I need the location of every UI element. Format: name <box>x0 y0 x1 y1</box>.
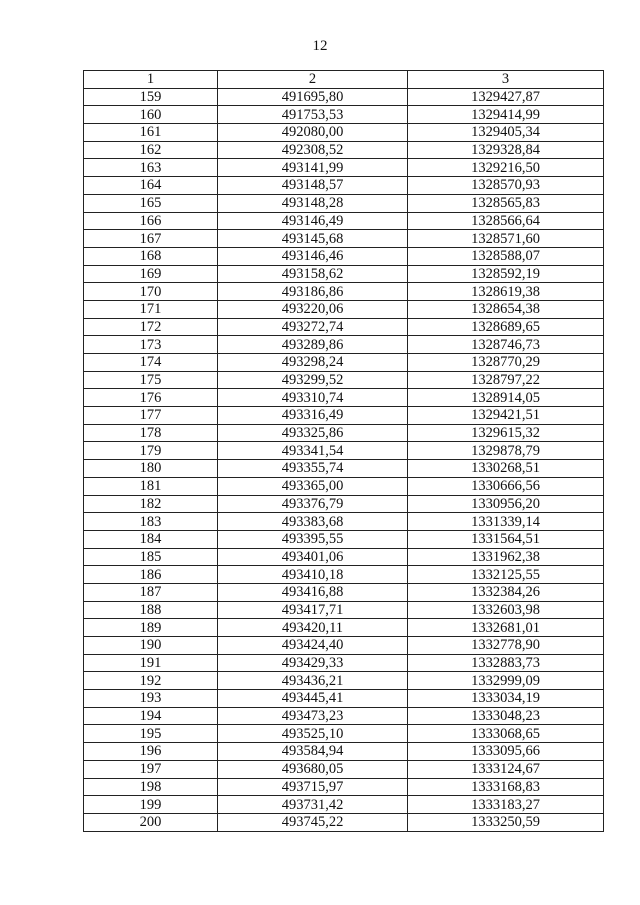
y-coordinate-cell: 1333048,23 <box>408 707 604 725</box>
point-number-cell: 174 <box>84 354 218 372</box>
coordinates-table <box>83 70 604 832</box>
point-number-cell: 184 <box>84 530 218 548</box>
point-number-cell: 197 <box>84 760 218 778</box>
x-coordinate-cell: 493272,74 <box>218 318 408 336</box>
table-row <box>84 212 604 230</box>
y-coordinate-cell: 1328797,22 <box>408 371 604 389</box>
table-row <box>84 106 604 124</box>
x-coordinate-cell: 493424,40 <box>218 637 408 655</box>
y-coordinate-cell: 1333034,19 <box>408 690 604 708</box>
x-coordinate-cell: 493383,68 <box>218 513 408 531</box>
y-coordinate-cell: 1328566,64 <box>408 212 604 230</box>
table-row <box>84 548 604 566</box>
y-coordinate-cell: 1329328,84 <box>408 141 604 159</box>
point-number-cell: 165 <box>84 194 218 212</box>
table-row <box>84 637 604 655</box>
point-number-cell: 173 <box>84 336 218 354</box>
point-number-cell: 188 <box>84 601 218 619</box>
y-coordinate-cell: 1332999,09 <box>408 672 604 690</box>
point-number-cell: 170 <box>84 283 218 301</box>
point-number-cell: 182 <box>84 495 218 513</box>
x-coordinate-cell: 493325,86 <box>218 424 408 442</box>
x-coordinate-cell: 493220,06 <box>218 300 408 318</box>
x-coordinate-cell: 493395,55 <box>218 530 408 548</box>
x-coordinate-cell: 493289,86 <box>218 336 408 354</box>
y-coordinate-cell: 1332883,73 <box>408 654 604 672</box>
x-coordinate-cell: 493355,74 <box>218 460 408 478</box>
table-row <box>84 247 604 265</box>
point-number-cell: 187 <box>84 583 218 601</box>
point-number-cell: 200 <box>84 813 218 831</box>
y-coordinate-cell: 1330268,51 <box>408 460 604 478</box>
table-row <box>84 690 604 708</box>
y-coordinate-cell: 1332778,90 <box>408 637 604 655</box>
y-coordinate-cell: 1332603,98 <box>408 601 604 619</box>
y-coordinate-cell: 1328619,38 <box>408 283 604 301</box>
x-coordinate-cell: 493429,33 <box>218 654 408 672</box>
table-row <box>84 530 604 548</box>
table-body <box>84 88 604 831</box>
x-coordinate-cell: 492308,52 <box>218 141 408 159</box>
x-coordinate-cell: 493715,97 <box>218 778 408 796</box>
table-row <box>84 566 604 584</box>
point-number-cell: 179 <box>84 442 218 460</box>
x-coordinate-cell: 493186,86 <box>218 283 408 301</box>
x-coordinate-cell: 491753,53 <box>218 106 408 124</box>
table-row <box>84 424 604 442</box>
table-row <box>84 230 604 248</box>
point-number-cell: 169 <box>84 265 218 283</box>
table-row <box>84 141 604 159</box>
table-row <box>84 672 604 690</box>
table-row <box>84 442 604 460</box>
y-coordinate-cell: 1333095,66 <box>408 743 604 761</box>
point-number-cell: 159 <box>84 88 218 106</box>
point-number-cell: 172 <box>84 318 218 336</box>
x-coordinate-cell: 493148,57 <box>218 177 408 195</box>
y-coordinate-cell: 1328770,29 <box>408 354 604 372</box>
point-number-cell: 164 <box>84 177 218 195</box>
point-number-cell: 196 <box>84 743 218 761</box>
point-number-cell: 192 <box>84 672 218 690</box>
x-coordinate-cell: 493310,74 <box>218 389 408 407</box>
point-number-cell: 177 <box>84 407 218 425</box>
y-coordinate-cell: 1329615,32 <box>408 424 604 442</box>
point-number-cell: 175 <box>84 371 218 389</box>
table-row <box>84 654 604 672</box>
point-number-cell: 195 <box>84 725 218 743</box>
y-coordinate-cell: 1330666,56 <box>408 477 604 495</box>
table-row <box>84 354 604 372</box>
point-number-cell: 166 <box>84 212 218 230</box>
y-coordinate-cell: 1333250,59 <box>408 813 604 831</box>
y-coordinate-cell: 1328588,07 <box>408 247 604 265</box>
point-number-cell: 171 <box>84 300 218 318</box>
y-coordinate-cell: 1332384,26 <box>408 583 604 601</box>
point-number-cell: 189 <box>84 619 218 637</box>
table-row <box>84 194 604 212</box>
point-number-cell: 167 <box>84 230 218 248</box>
point-number-cell: 198 <box>84 778 218 796</box>
y-coordinate-cell: 1328565,83 <box>408 194 604 212</box>
y-coordinate-cell: 1328571,60 <box>408 230 604 248</box>
y-coordinate-cell: 1328746,73 <box>408 336 604 354</box>
table-row <box>84 725 604 743</box>
y-coordinate-cell: 1332681,01 <box>408 619 604 637</box>
x-coordinate-cell: 493420,11 <box>218 619 408 637</box>
x-coordinate-cell: 493145,68 <box>218 230 408 248</box>
y-coordinate-cell: 1329414,99 <box>408 106 604 124</box>
y-coordinate-cell: 1333124,67 <box>408 760 604 778</box>
table-row <box>84 336 604 354</box>
y-coordinate-cell: 1329405,34 <box>408 124 604 142</box>
column-header-2: 2 <box>218 71 408 89</box>
point-number-cell: 181 <box>84 477 218 495</box>
table-row <box>84 124 604 142</box>
column-header-3: 3 <box>408 71 604 89</box>
table-row <box>84 460 604 478</box>
y-coordinate-cell: 1331962,38 <box>408 548 604 566</box>
point-number-cell: 185 <box>84 548 218 566</box>
point-number-cell: 162 <box>84 141 218 159</box>
y-coordinate-cell: 1331564,51 <box>408 530 604 548</box>
table-row <box>84 371 604 389</box>
y-coordinate-cell: 1332125,55 <box>408 566 604 584</box>
x-coordinate-cell: 493436,21 <box>218 672 408 690</box>
point-number-cell: 161 <box>84 124 218 142</box>
y-coordinate-cell: 1328689,65 <box>408 318 604 336</box>
table-row <box>84 318 604 336</box>
point-number-cell: 160 <box>84 106 218 124</box>
x-coordinate-cell: 493680,05 <box>218 760 408 778</box>
x-coordinate-cell: 491695,80 <box>218 88 408 106</box>
y-coordinate-cell: 1328914,05 <box>408 389 604 407</box>
y-coordinate-cell: 1328592,19 <box>408 265 604 283</box>
x-coordinate-cell: 493141,99 <box>218 159 408 177</box>
table-row <box>84 477 604 495</box>
point-number-cell: 183 <box>84 513 218 531</box>
table-row <box>84 760 604 778</box>
table-row <box>84 796 604 814</box>
x-coordinate-cell: 493401,06 <box>218 548 408 566</box>
y-coordinate-cell: 1329878,79 <box>408 442 604 460</box>
table-header-row <box>84 71 604 89</box>
y-coordinate-cell: 1333068,65 <box>408 725 604 743</box>
point-number-cell: 194 <box>84 707 218 725</box>
y-coordinate-cell: 1333168,83 <box>408 778 604 796</box>
table-row <box>84 495 604 513</box>
x-coordinate-cell: 493146,46 <box>218 247 408 265</box>
table-row <box>84 88 604 106</box>
point-number-cell: 176 <box>84 389 218 407</box>
y-coordinate-cell: 1331339,14 <box>408 513 604 531</box>
point-number-cell: 199 <box>84 796 218 814</box>
point-number-cell: 180 <box>84 460 218 478</box>
point-number-cell: 190 <box>84 637 218 655</box>
point-number-cell: 193 <box>84 690 218 708</box>
point-number-cell: 178 <box>84 424 218 442</box>
x-coordinate-cell: 493365,00 <box>218 477 408 495</box>
x-coordinate-cell: 493298,24 <box>218 354 408 372</box>
table-row <box>84 778 604 796</box>
y-coordinate-cell: 1328654,38 <box>408 300 604 318</box>
x-coordinate-cell: 493146,49 <box>218 212 408 230</box>
table-row <box>84 619 604 637</box>
y-coordinate-cell: 1330956,20 <box>408 495 604 513</box>
x-coordinate-cell: 493410,18 <box>218 566 408 584</box>
point-number-cell: 163 <box>84 159 218 177</box>
x-coordinate-cell: 493299,52 <box>218 371 408 389</box>
table-row <box>84 601 604 619</box>
table-row <box>84 283 604 301</box>
point-number-cell: 168 <box>84 247 218 265</box>
x-coordinate-cell: 493417,71 <box>218 601 408 619</box>
x-coordinate-cell: 493316,49 <box>218 407 408 425</box>
table-row <box>84 707 604 725</box>
x-coordinate-cell: 493584,94 <box>218 743 408 761</box>
x-coordinate-cell: 493148,28 <box>218 194 408 212</box>
table-row <box>84 265 604 283</box>
y-coordinate-cell: 1328570,93 <box>408 177 604 195</box>
point-number-cell: 186 <box>84 566 218 584</box>
y-coordinate-cell: 1329421,51 <box>408 407 604 425</box>
table-row <box>84 813 604 831</box>
x-coordinate-cell: 493158,62 <box>218 265 408 283</box>
x-coordinate-cell: 493473,23 <box>218 707 408 725</box>
page-number: 12 <box>312 38 328 54</box>
x-coordinate-cell: 492080,00 <box>218 124 408 142</box>
table-row <box>84 300 604 318</box>
x-coordinate-cell: 493525,10 <box>218 725 408 743</box>
y-coordinate-cell: 1333183,27 <box>408 796 604 814</box>
table-row <box>84 159 604 177</box>
y-coordinate-cell: 1329216,50 <box>408 159 604 177</box>
column-header-1: 1 <box>84 71 218 89</box>
table-row <box>84 743 604 761</box>
x-coordinate-cell: 493731,42 <box>218 796 408 814</box>
table-row <box>84 513 604 531</box>
table-row <box>84 177 604 195</box>
x-coordinate-cell: 493376,79 <box>218 495 408 513</box>
x-coordinate-cell: 493341,54 <box>218 442 408 460</box>
table-row <box>84 583 604 601</box>
table-row <box>84 389 604 407</box>
x-coordinate-cell: 493416,88 <box>218 583 408 601</box>
table-row <box>84 407 604 425</box>
point-number-cell: 191 <box>84 654 218 672</box>
x-coordinate-cell: 493445,41 <box>218 690 408 708</box>
x-coordinate-cell: 493745,22 <box>218 813 408 831</box>
y-coordinate-cell: 1329427,87 <box>408 88 604 106</box>
